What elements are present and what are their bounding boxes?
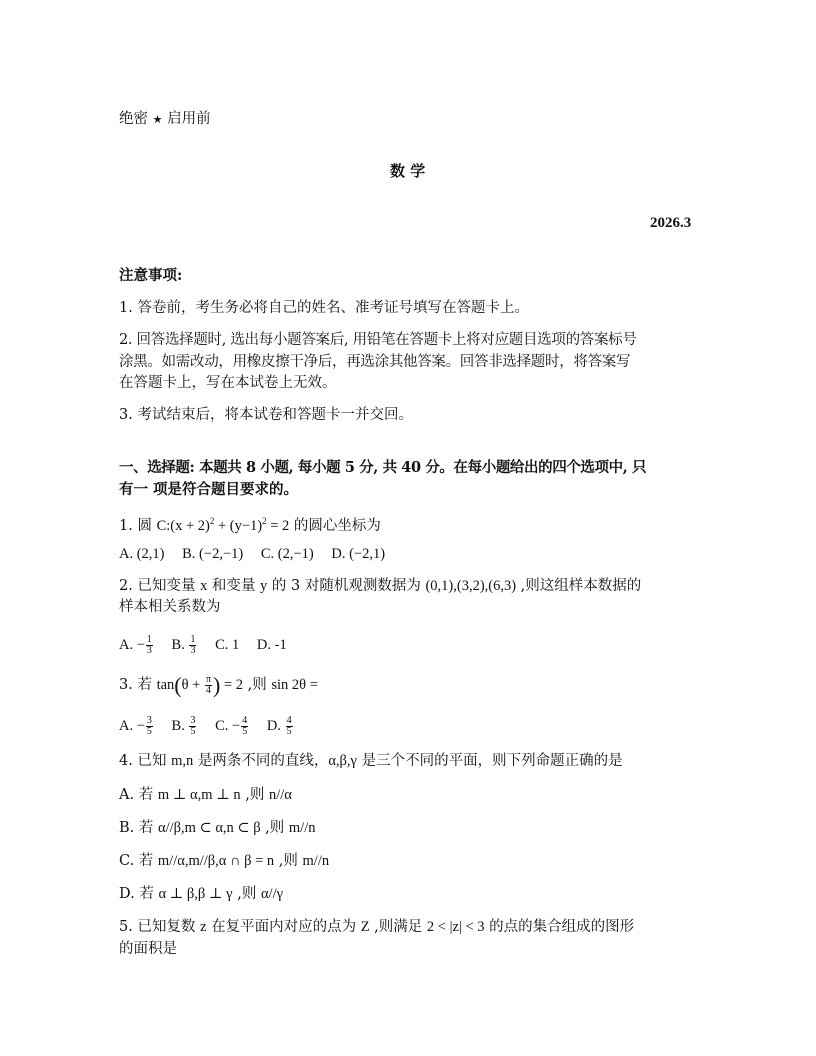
section-heading-line-1: 一、选择题: 本题共 8 小题, 每小题 5 分, 共 40 分。在每小题给出的四个选项中, 只 bbox=[119, 459, 647, 476]
notice-item-2-line-1: 2. 回答选择题时, 选出每小题答案后, 用铅笔在答题卡上将对应题目选项的答案标号 bbox=[119, 332, 637, 348]
q1-option-b: B. (−2,−1) bbox=[182, 546, 244, 562]
q5-z: z bbox=[200, 919, 207, 935]
q2-mid-2: 的 3 对随机观测数据为 bbox=[267, 578, 426, 594]
question-3-options bbox=[119, 713, 308, 739]
question-1-options bbox=[119, 544, 399, 564]
q3-option-c-label: C. bbox=[215, 718, 229, 734]
q1-expr-b: + (y−1) bbox=[214, 517, 263, 534]
q2-var-x: x bbox=[200, 578, 208, 594]
q5-mid-2: ,则满足 bbox=[369, 919, 427, 935]
q2-option-b-label: B. bbox=[171, 637, 185, 653]
q3-option-d bbox=[266, 715, 294, 738]
q2-data: (0,1),(3,2),(6,3) bbox=[425, 578, 517, 594]
notice-item-1: 1. 答卷前，考生务必将自己的姓名、准考证号填写在答题卡上。 bbox=[119, 300, 529, 316]
q2-option-a-num: 1 bbox=[146, 634, 152, 646]
q4-option-c-then: ,则 bbox=[274, 853, 303, 869]
q3-option-c bbox=[215, 715, 249, 738]
question-2-options bbox=[119, 632, 301, 658]
before-use-label: 启用前 bbox=[167, 111, 211, 127]
q3-option-a-sign: − bbox=[136, 718, 145, 734]
star-icon: ★ bbox=[152, 113, 163, 126]
q4-option-b bbox=[119, 818, 316, 838]
q3-option-b-num: 3 bbox=[190, 715, 196, 727]
q4-option-d-result: α//γ bbox=[260, 886, 283, 902]
q3-left-paren: ( bbox=[174, 672, 182, 698]
q3-option-a-label: A. bbox=[119, 718, 134, 734]
q2-mid-1: 和变量 bbox=[207, 578, 261, 594]
q2-option-a bbox=[119, 634, 154, 657]
q2-suffix: ,则这组样本数据的 bbox=[516, 578, 642, 594]
q5-inequality: 2 < |z| < 3 bbox=[426, 919, 485, 935]
q1-expr-c: = 2 bbox=[266, 517, 290, 534]
q5-prefix: 5. 已知复数 bbox=[119, 919, 201, 935]
q4-option-c-result: m//n bbox=[302, 853, 330, 869]
q2-prefix: 2. 已知变量 bbox=[119, 578, 201, 594]
q2-var-y: y bbox=[260, 578, 268, 594]
q4-option-d-label: D. 若 bbox=[119, 886, 159, 902]
notice-item-2-line-3: 在答题卡上，写在本试卷上无效。 bbox=[119, 375, 337, 391]
q3-theta-plus: θ + bbox=[181, 677, 204, 693]
q3-option-c-den: 5 bbox=[242, 726, 248, 738]
q3-pi: π bbox=[205, 674, 212, 686]
q4-option-a bbox=[119, 785, 292, 805]
q3-option-a-den: 5 bbox=[146, 726, 152, 738]
q3-option-c-fraction bbox=[241, 716, 248, 737]
q1-option-a: A. (2,1) bbox=[119, 546, 165, 562]
q3-prefix: 3. 若 bbox=[119, 677, 157, 693]
q2-option-c: C. 1 bbox=[215, 637, 240, 653]
q4-planes: α,β,γ bbox=[328, 753, 357, 769]
q4-option-a-then: ,则 bbox=[240, 787, 269, 803]
q2-option-b-den: 3 bbox=[190, 645, 196, 657]
question-1-stem bbox=[119, 511, 381, 536]
q3-tan: tan bbox=[156, 677, 175, 693]
question-3-stem bbox=[119, 672, 318, 699]
secret-label: 绝密 bbox=[119, 111, 148, 127]
q4-mid: 是两条不同的直线， bbox=[193, 753, 329, 769]
q1-option-d: D. (−2,1) bbox=[331, 546, 386, 562]
q2-option-a-sign: − bbox=[136, 637, 145, 653]
q4-prefix: 4. 已知 bbox=[119, 753, 172, 769]
q3-four: 4 bbox=[206, 685, 212, 697]
q2-option-d: D. -1 bbox=[256, 637, 287, 653]
q3-option-d-fraction bbox=[286, 716, 293, 737]
q3-right-paren: ) bbox=[213, 672, 221, 698]
q3-option-d-label: D. bbox=[266, 718, 281, 734]
q2-option-a-den: 3 bbox=[146, 645, 152, 657]
q4-option-a-result: n//α bbox=[268, 787, 292, 803]
q1-exp-1: 2 bbox=[209, 516, 215, 526]
q1-exp-2: 2 bbox=[262, 516, 267, 526]
q4-suffix: 是三个不同的平面，则下列命题正确的是 bbox=[356, 753, 623, 769]
q4-option-d bbox=[119, 884, 283, 904]
secret-line bbox=[119, 109, 211, 130]
q3-sin: sin 2θ = bbox=[271, 677, 318, 693]
question-2-stem-line-1 bbox=[119, 576, 641, 596]
q4-option-a-expr: m ⊥ α,m ⊥ n bbox=[157, 787, 241, 803]
question-5-stem-line-1 bbox=[119, 917, 634, 937]
q3-option-c-num: 4 bbox=[242, 715, 248, 727]
q3-option-d-den: 5 bbox=[286, 726, 292, 738]
notice-heading: 注意事项: bbox=[119, 267, 183, 284]
q1-option-c: C. (2,−1) bbox=[260, 546, 314, 562]
q4-option-c-label: C. 若 bbox=[119, 853, 158, 869]
q3-option-d-num: 4 bbox=[286, 715, 292, 727]
q2-option-b bbox=[171, 634, 198, 657]
q4-option-b-label: B. 若 bbox=[119, 820, 158, 836]
q4-option-c-expr: m//α,m//β,α ∩ β = n bbox=[157, 853, 275, 869]
q1-prefix: 1. 圆 bbox=[119, 517, 157, 534]
q5-suffix: 的点的集合组成的图形 bbox=[484, 919, 635, 935]
q3-option-b-den: 5 bbox=[190, 726, 196, 738]
q5-point-z: Z bbox=[360, 919, 370, 935]
q4-option-d-then: ,则 bbox=[232, 886, 261, 902]
question-2-stem-line-2: 样本相关系数为 bbox=[119, 599, 221, 615]
q4-lines: m,n bbox=[171, 753, 194, 769]
notice-item-3: 3. 考试结束后，将本试卷和答题卡一并交回。 bbox=[119, 407, 413, 423]
q3-eq: = 2 bbox=[220, 677, 244, 693]
q3-mid: ,则 bbox=[243, 677, 272, 693]
q3-option-a-fraction bbox=[146, 716, 153, 737]
q3-option-b bbox=[171, 715, 198, 738]
q4-option-a-label: A. 若 bbox=[119, 787, 158, 803]
q1-expr-a: C:(x + 2) bbox=[156, 517, 210, 534]
q1-equation bbox=[157, 518, 290, 534]
q3-option-a-num: 3 bbox=[146, 715, 152, 727]
q4-option-b-result: m//n bbox=[288, 820, 316, 836]
q4-option-b-expr: α//β,m ⊂ α,n ⊂ β bbox=[157, 820, 261, 836]
q3-equation bbox=[156, 672, 244, 698]
q1-suffix: 的圆心坐标为 bbox=[289, 517, 381, 534]
q2-option-a-fraction bbox=[146, 635, 153, 656]
q2-option-a-label: A. bbox=[119, 637, 134, 653]
q3-option-b-fraction bbox=[189, 716, 196, 737]
q4-option-d-expr: α ⊥ β,β ⊥ γ bbox=[158, 886, 233, 902]
q4-option-b-then: ,则 bbox=[260, 820, 289, 836]
q2-option-b-num: 1 bbox=[190, 634, 196, 646]
q3-option-b-label: B. bbox=[171, 718, 185, 734]
question-4-stem bbox=[119, 751, 623, 771]
section-heading-line-2: 有一 项是符合题目要求的。 bbox=[119, 481, 299, 498]
q4-option-c bbox=[119, 851, 329, 871]
q3-option-a bbox=[119, 715, 154, 738]
q5-mid-1: 在复平面内对应的点为 bbox=[206, 919, 361, 935]
question-5-stem-line-2: 的面积是 bbox=[119, 941, 177, 957]
page-title: 数 学 bbox=[390, 162, 426, 180]
q3-option-c-sign: − bbox=[232, 718, 241, 734]
exam-date: 2026.3 bbox=[650, 215, 692, 231]
q3-pi-fraction bbox=[205, 675, 212, 696]
notice-item-2-line-2: 涂黑。如需改动，用橡皮擦干净后，再选涂其他答案。回答非选择题时，将答案写 bbox=[119, 354, 631, 370]
q2-option-b-fraction bbox=[189, 635, 196, 656]
